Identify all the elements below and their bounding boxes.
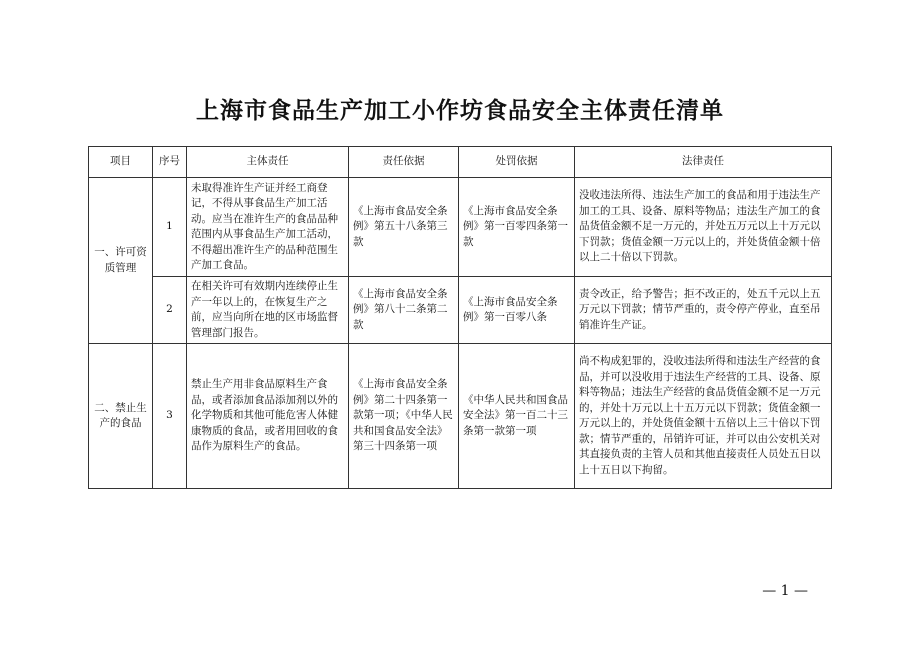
header-number: 序号 (153, 147, 187, 178)
row-number: 1 (153, 178, 187, 277)
row-penalty: 《中华人民共和国食品安全法》第一百二十三条第一款第一项 (459, 344, 575, 489)
row-duty: 未取得准许生产证并经工商登记，不得从事食品生产加工活动。应当在准许生产的食品品种范围内从事食品生产加工活动，不得超出准许生产的品种范围生产加工食品。 (187, 178, 349, 277)
row-basis: 《上海市食品安全条例》第八十二条第二款 (349, 277, 459, 344)
header-basis: 责任依据 (349, 147, 459, 178)
row-basis: 《上海市食品安全条例》第五十八条第三款 (349, 178, 459, 277)
row-duty: 禁止生产用非食品原料生产食品，或者添加食品添加剂以外的化学物质和其他可能危害人体健康物质的食品，或者用回收的食品作为原料生产的食品。 (187, 344, 349, 489)
table-row (89, 277, 832, 344)
row-penalty: 《上海市食品安全条例》第一百零八条 (459, 277, 575, 344)
header-liability: 法律责任 (575, 147, 832, 178)
row-liability: 尚不构成犯罪的，没收违法所得和违法生产经营的食品，并可以没收用于违法生产经营的工具、设备、原料等物品；违法生产经营的食品货值金额不足一万元的，并处十万元以上十五万元以下罚款；货值金额一万元以上的，并处货值金额十五倍以上三十倍以下罚款；情节严重的，吊销许可证，并可以由公安机关对其直接负责的主管人员和其他直接责任人员处五日以上十五日以下拘留。 (575, 344, 832, 489)
row-item: 一、许可资质管理 (89, 178, 153, 344)
header-item: 项目 (89, 147, 153, 178)
responsibility-table (88, 146, 832, 489)
row-item: 二、禁止生产的食品 (89, 344, 153, 489)
row-penalty: 《上海市食品安全条例》第一百零四条第一款 (459, 178, 575, 277)
header-duty: 主体责任 (187, 147, 349, 178)
row-liability: 没收违法所得、违法生产加工的食品和用于违法生产加工的工具、设备、原料等物品；违法生产加工的食品货值金额不足一万元的，并处五万元以上十万元以下罚款；货值金额一万元以上的，并处货值金额十倍以上二十倍以下罚款。 (575, 178, 832, 277)
row-liability: 责令改正，给予警告；拒不改正的，处五千元以上五万元以下罚款；情节严重的，责令停产停业，直至吊销准许生产证。 (575, 277, 832, 344)
row-basis: 《上海市食品安全条例》第二十四条第一款第一项；《中华人民共和国食品安全法》第三十四条第一项 (349, 344, 459, 489)
table-row (89, 344, 832, 489)
row-number: 3 (153, 344, 187, 489)
table-header-row (89, 147, 832, 178)
table-row (89, 178, 832, 277)
document-title: 上海市食品生产加工小作坊食品安全主体责任清单 (196, 98, 724, 124)
page-number: — 1 — (762, 583, 808, 599)
row-number: 2 (153, 277, 187, 344)
row-duty: 在相关许可有效期内连续停止生产一年以上的，在恢复生产之前，应当向所在地的区市场监督管理部门报告。 (187, 277, 349, 344)
header-penalty: 处罚依据 (459, 147, 575, 178)
